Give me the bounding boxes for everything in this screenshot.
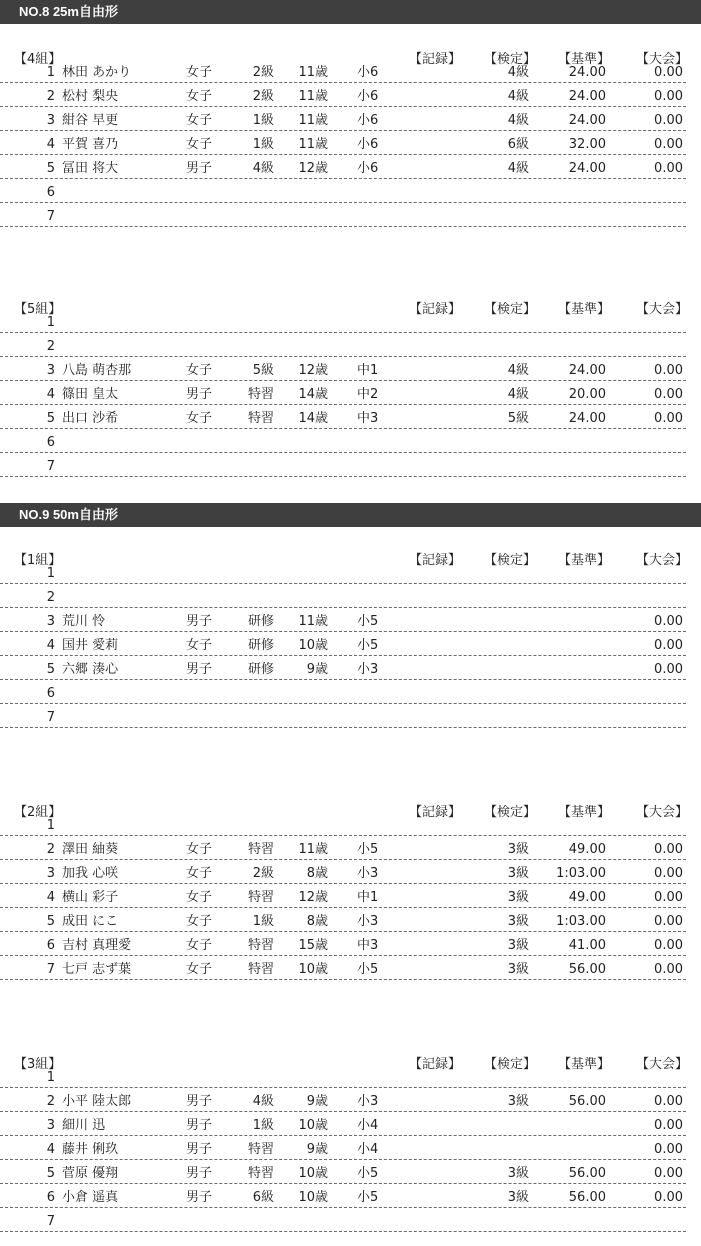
column-header: 【検定】: [484, 52, 537, 67]
meet-time: 0.00: [654, 662, 683, 677]
gender: 女子: [186, 866, 213, 881]
column-header: 【大会】: [636, 52, 689, 67]
event-title-bar: NO.8 25m自由形: [0, 0, 701, 24]
exam-grade: 4級: [507, 65, 529, 80]
school-grade: 小6: [357, 113, 379, 128]
school-grade: 小4: [357, 1118, 379, 1133]
school-grade: 小6: [357, 65, 379, 80]
lane-row: [0, 83, 686, 107]
meet-time: 0.00: [654, 137, 683, 152]
standard-time: 24.00: [568, 363, 606, 378]
row-number: 3: [46, 866, 55, 881]
swimmer-name: 小平 陸太郎: [62, 1094, 132, 1109]
class-level: 1級: [252, 914, 274, 929]
row-number: 1: [46, 566, 55, 581]
meet-time: 0.00: [654, 614, 683, 629]
lane-row: [0, 1160, 686, 1184]
meet-time: 0.00: [654, 363, 683, 378]
swimmer-name: 加我 心咲: [62, 866, 119, 881]
exam-grade: 3級: [507, 1094, 529, 1109]
age: 11歳: [298, 89, 328, 104]
gender: 男子: [186, 161, 213, 176]
lane-row: [0, 908, 686, 932]
school-grade: 中2: [357, 387, 379, 402]
exam-grade: 3級: [507, 938, 529, 953]
exam-grade: 3級: [507, 1190, 529, 1205]
row-number: 7: [46, 962, 55, 977]
school-grade: 小5: [357, 638, 379, 653]
meet-time: 0.00: [654, 638, 683, 653]
class-level: 特習: [247, 938, 274, 953]
column-header: 【基準】: [558, 553, 611, 568]
age: 11歳: [298, 614, 328, 629]
class-level: 2級: [252, 65, 274, 80]
row-number: 4: [46, 638, 55, 653]
row-number: 6: [46, 1190, 55, 1205]
lane-row: [0, 860, 686, 884]
gender: 男子: [186, 1166, 213, 1181]
standard-time: 56.00: [568, 1190, 606, 1205]
exam-grade: 4級: [507, 387, 529, 402]
age: 14歳: [298, 411, 328, 426]
gender: 男子: [186, 1094, 213, 1109]
swimmer-name: 八島 萌杏那: [62, 363, 132, 378]
swimmer-name: 平賀 喜乃: [62, 137, 119, 152]
swimmer-name: 荒川 怜: [62, 614, 106, 629]
school-grade: 小6: [357, 137, 379, 152]
row-number: 6: [46, 686, 55, 701]
row-number: 3: [46, 614, 55, 629]
class-level: 1級: [252, 137, 274, 152]
row-number: 6: [46, 938, 55, 953]
row-number: 2: [46, 89, 55, 104]
column-header: 【大会】: [636, 302, 689, 317]
column-header: 【基準】: [558, 1057, 611, 1072]
age: 12歳: [298, 890, 328, 905]
heat-label: 【1組】: [14, 553, 62, 568]
age: 14歳: [298, 387, 328, 402]
row-number: 5: [46, 1166, 55, 1181]
lane-row: [0, 812, 686, 836]
row-number: 7: [46, 1214, 55, 1229]
swimmer-name: 紺谷 早更: [62, 113, 119, 128]
lane-row: [0, 107, 686, 131]
age: 9歳: [306, 662, 328, 677]
meet-time: 0.00: [654, 411, 683, 426]
swimmer-name: 出口 沙希: [62, 411, 119, 426]
age: 11歳: [298, 113, 328, 128]
lane-row: [0, 59, 686, 83]
exam-grade: 3級: [507, 842, 529, 857]
age: 10歳: [298, 1190, 328, 1205]
class-level: 特習: [247, 1166, 274, 1181]
swimmer-name: 松村 梨央: [62, 89, 119, 104]
row-number: 1: [46, 818, 55, 833]
gender: 女子: [186, 65, 213, 80]
lane-row: [0, 203, 686, 227]
school-grade: 中1: [357, 890, 379, 905]
exam-grade: 3級: [507, 866, 529, 881]
meet-time: 0.00: [654, 866, 683, 881]
gender: 女子: [186, 962, 213, 977]
lane-row: [0, 584, 686, 608]
standard-time: 32.00: [568, 137, 606, 152]
row-number: 6: [46, 435, 55, 450]
age: 11歳: [298, 65, 328, 80]
swimmer-name: 細川 迅: [62, 1118, 106, 1133]
school-grade: 小6: [357, 161, 379, 176]
school-grade: 小5: [357, 1166, 379, 1181]
row-number: 5: [46, 161, 55, 176]
standard-time: 56.00: [568, 1166, 606, 1181]
exam-grade: 4級: [507, 113, 529, 128]
class-level: 5級: [252, 363, 274, 378]
swimmer-name: 篠田 皇太: [62, 387, 119, 402]
meet-time: 0.00: [654, 387, 683, 402]
exam-grade: 6級: [507, 137, 529, 152]
lane-row: [0, 1064, 686, 1088]
swimmer-name: 澤田 紬葵: [62, 842, 119, 857]
class-level: 4級: [252, 1094, 274, 1109]
class-level: 4級: [252, 161, 274, 176]
lane-row: [0, 381, 686, 405]
gender: 男子: [186, 1118, 213, 1133]
lane-row: [0, 333, 686, 357]
heat-label: 【4組】: [14, 52, 62, 67]
standard-time: 24.00: [568, 65, 606, 80]
standard-time: 49.00: [568, 890, 606, 905]
class-level: 特習: [247, 387, 274, 402]
column-header: 【大会】: [636, 805, 689, 820]
row-number: 2: [46, 842, 55, 857]
age: 9歳: [306, 1142, 328, 1157]
swimmer-name: 成田 にこ: [62, 914, 119, 929]
lane-row: [0, 1112, 686, 1136]
standard-time: 56.00: [568, 1094, 606, 1109]
exam-grade: 3級: [507, 914, 529, 929]
row-number: 7: [46, 459, 55, 474]
school-grade: 小5: [357, 1190, 379, 1205]
column-header: 【記録】: [409, 302, 462, 317]
lane-row: [0, 932, 686, 956]
age: 8歳: [306, 914, 328, 929]
row-number: 4: [46, 1142, 55, 1157]
class-level: 特習: [247, 842, 274, 857]
class-level: 1級: [252, 1118, 274, 1133]
gender: 女子: [186, 638, 213, 653]
meet-time: 0.00: [654, 161, 683, 176]
lane-row: [0, 453, 686, 477]
swimmer-name: 国井 愛莉: [62, 638, 119, 653]
column-header: 【検定】: [484, 302, 537, 317]
column-header: 【基準】: [558, 805, 611, 820]
age: 10歳: [298, 1118, 328, 1133]
heat-label: 【5組】: [14, 302, 62, 317]
school-grade: 小3: [357, 914, 379, 929]
lane-row: [0, 357, 686, 381]
school-grade: 小3: [357, 662, 379, 677]
swimmer-name: 六郷 湊心: [62, 662, 119, 677]
school-grade: 小3: [357, 1094, 379, 1109]
lane-row: [0, 1184, 686, 1208]
gender: 女子: [186, 914, 213, 929]
column-header: 【検定】: [484, 553, 537, 568]
gender: 女子: [186, 89, 213, 104]
swimmer-name: 林田 あかり: [62, 65, 132, 80]
column-header: 【記録】: [409, 1057, 462, 1072]
standard-time: 1:03.00: [556, 914, 606, 929]
lane-row: [0, 309, 686, 333]
lane-row: [0, 608, 686, 632]
school-grade: 小5: [357, 842, 379, 857]
column-header: 【大会】: [636, 1057, 689, 1072]
column-header: 【記録】: [409, 553, 462, 568]
gender: 男子: [186, 387, 213, 402]
meet-time: 0.00: [654, 914, 683, 929]
school-grade: 中3: [357, 938, 379, 953]
meet-time: 0.00: [654, 1190, 683, 1205]
row-number: 7: [46, 710, 55, 725]
meet-time: 0.00: [654, 89, 683, 104]
gender: 男子: [186, 614, 213, 629]
school-grade: 中3: [357, 411, 379, 426]
class-level: 研修: [247, 662, 274, 677]
swimmer-name: 冨田 将大: [62, 161, 119, 176]
lane-row: [0, 155, 686, 179]
meet-time: 0.00: [654, 1166, 683, 1181]
lane-row: [0, 179, 686, 203]
row-number: 2: [46, 590, 55, 605]
lane-row: [0, 405, 686, 429]
standard-time: 41.00: [568, 938, 606, 953]
row-number: 3: [46, 1118, 55, 1133]
lane-row: [0, 632, 686, 656]
row-number: 6: [46, 185, 55, 200]
row-number: 2: [46, 339, 55, 354]
age: 10歳: [298, 1166, 328, 1181]
age: 12歳: [298, 363, 328, 378]
lane-row: [0, 560, 686, 584]
school-grade: 小5: [357, 614, 379, 629]
class-level: 6級: [252, 1190, 274, 1205]
row-number: 3: [46, 363, 55, 378]
row-number: 2: [46, 1094, 55, 1109]
heat-label: 【3組】: [14, 1057, 62, 1072]
meet-time: 0.00: [654, 65, 683, 80]
row-number: 1: [46, 315, 55, 330]
meet-time: 0.00: [654, 1118, 683, 1133]
class-level: 特習: [247, 890, 274, 905]
school-grade: 小6: [357, 89, 379, 104]
swimmer-name: 七戸 志ず葉: [62, 962, 132, 977]
row-number: 7: [46, 209, 55, 224]
standard-time: 56.00: [568, 962, 606, 977]
lane-row: [0, 656, 686, 680]
swimmer-name: 小倉 遥真: [62, 1190, 119, 1205]
gender: 女子: [186, 938, 213, 953]
exam-grade: 3級: [507, 890, 529, 905]
school-grade: 中1: [357, 363, 379, 378]
swimmer-name: 横山 彩子: [62, 890, 119, 905]
row-number: 4: [46, 387, 55, 402]
class-level: 1級: [252, 113, 274, 128]
class-level: 2級: [252, 89, 274, 104]
row-number: 3: [46, 113, 55, 128]
column-header: 【検定】: [484, 805, 537, 820]
column-header: 【検定】: [484, 1057, 537, 1072]
swimmer-name: 吉村 真理愛: [62, 938, 132, 953]
column-header: 【基準】: [558, 302, 611, 317]
lane-row: [0, 1208, 686, 1232]
class-level: 研修: [247, 614, 274, 629]
lane-row: [0, 956, 686, 980]
standard-time: 49.00: [568, 842, 606, 857]
meet-time: 0.00: [654, 1142, 683, 1157]
lane-row: [0, 704, 686, 728]
age: 10歳: [298, 638, 328, 653]
age: 9歳: [306, 1094, 328, 1109]
row-number: 5: [46, 914, 55, 929]
gender: 女子: [186, 363, 213, 378]
column-header: 【記録】: [409, 805, 462, 820]
age: 11歳: [298, 137, 328, 152]
meet-time: 0.00: [654, 890, 683, 905]
swimmer-name: 藤井 俐玖: [62, 1142, 119, 1157]
gender: 男子: [186, 1190, 213, 1205]
standard-time: 24.00: [568, 89, 606, 104]
row-number: 4: [46, 137, 55, 152]
meet-time: 0.00: [654, 842, 683, 857]
class-level: 特習: [247, 962, 274, 977]
exam-grade: 5級: [507, 411, 529, 426]
meet-time: 0.00: [654, 1094, 683, 1109]
standard-time: 1:03.00: [556, 866, 606, 881]
age: 8歳: [306, 866, 328, 881]
meet-time: 0.00: [654, 962, 683, 977]
gender: 女子: [186, 113, 213, 128]
gender: 女子: [186, 842, 213, 857]
age: 10歳: [298, 962, 328, 977]
row-number: 1: [46, 1070, 55, 1085]
class-level: 研修: [247, 638, 274, 653]
exam-grade: 3級: [507, 962, 529, 977]
row-number: 5: [46, 662, 55, 677]
column-header: 【大会】: [636, 553, 689, 568]
swimmer-name: 菅原 優翔: [62, 1166, 119, 1181]
class-level: 特習: [247, 411, 274, 426]
row-number: 1: [46, 65, 55, 80]
meet-time: 0.00: [654, 938, 683, 953]
school-grade: 小3: [357, 866, 379, 881]
class-level: 特習: [247, 1142, 274, 1157]
standard-time: 24.00: [568, 161, 606, 176]
heat-label: 【2組】: [14, 805, 62, 820]
school-grade: 小4: [357, 1142, 379, 1157]
lane-row: [0, 680, 686, 704]
lane-row: [0, 131, 686, 155]
exam-grade: 4級: [507, 89, 529, 104]
gender: 男子: [186, 1142, 213, 1157]
age: 12歳: [298, 161, 328, 176]
gender: 女子: [186, 411, 213, 426]
row-number: 4: [46, 890, 55, 905]
standard-time: 24.00: [568, 113, 606, 128]
column-header: 【基準】: [558, 52, 611, 67]
row-number: 5: [46, 411, 55, 426]
age: 11歳: [298, 842, 328, 857]
exam-grade: 4級: [507, 363, 529, 378]
gender: 女子: [186, 137, 213, 152]
meet-time: 0.00: [654, 113, 683, 128]
standard-time: 24.00: [568, 411, 606, 426]
exam-grade: 4級: [507, 161, 529, 176]
column-header: 【記録】: [409, 52, 462, 67]
lane-row: [0, 836, 686, 860]
lane-row: [0, 1136, 686, 1160]
gender: 男子: [186, 662, 213, 677]
standard-time: 20.00: [568, 387, 606, 402]
gender: 女子: [186, 890, 213, 905]
lane-row: [0, 884, 686, 908]
age: 15歳: [298, 938, 328, 953]
event-title-bar: NO.9 50m自由形: [0, 503, 701, 527]
exam-grade: 3級: [507, 1166, 529, 1181]
lane-row: [0, 1088, 686, 1112]
class-level: 2級: [252, 866, 274, 881]
school-grade: 小5: [357, 962, 379, 977]
lane-row: [0, 429, 686, 453]
